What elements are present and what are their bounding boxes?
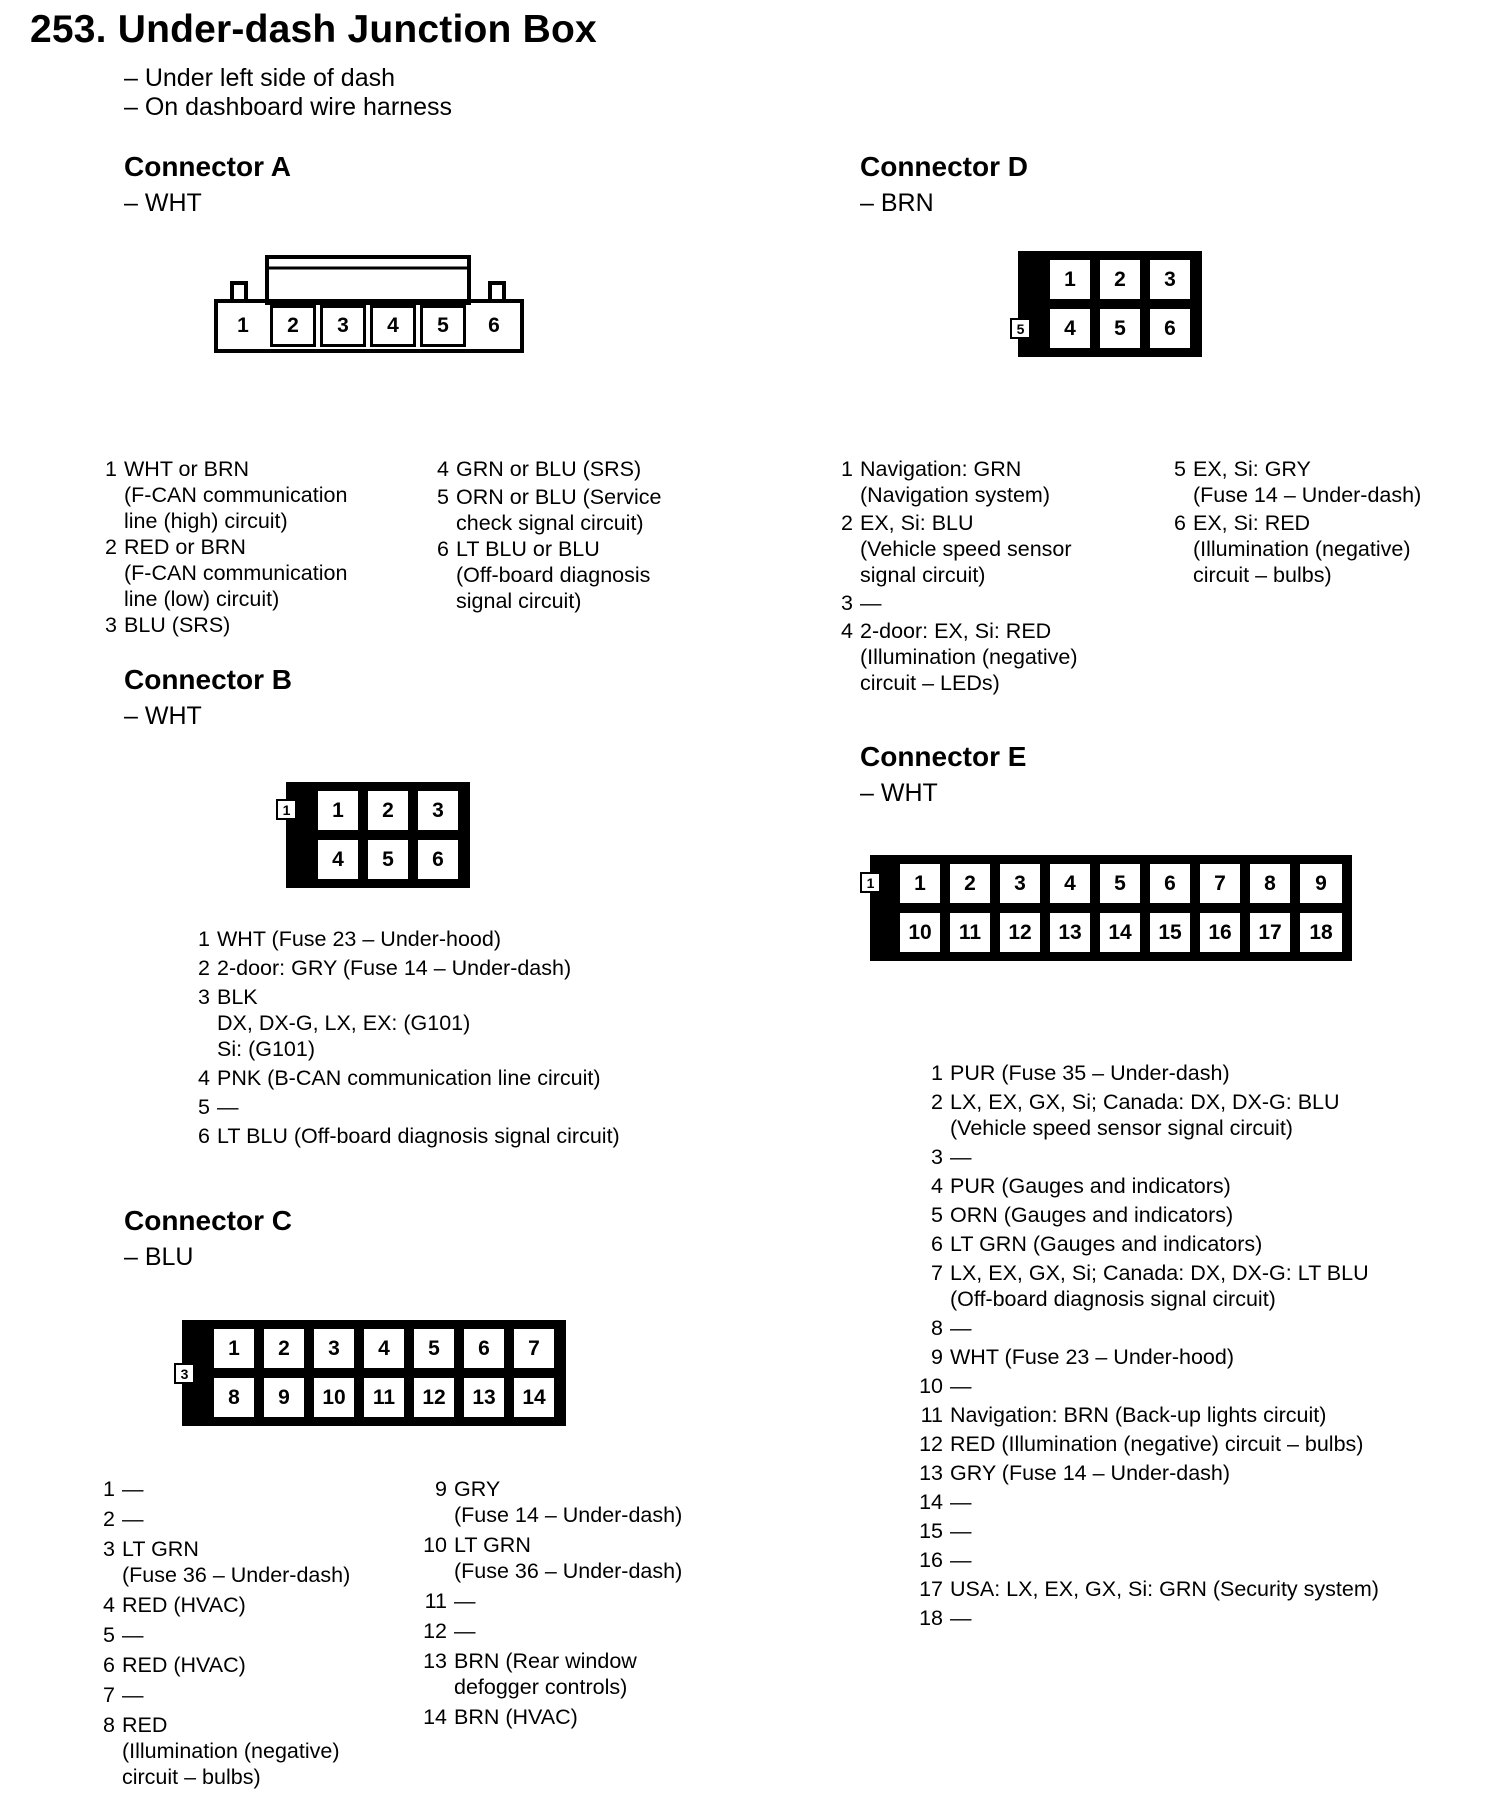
connector-d-pin-1: 1 <box>1047 257 1093 302</box>
connector-c-pin-4: 4 <box>361 1326 407 1371</box>
pin-entry: 8 — <box>931 1316 972 1340</box>
pin-entry: 12 — <box>423 1619 476 1643</box>
connector-c-key: 3 <box>174 1363 195 1384</box>
connector-c-pinlist-left <box>90 1476 390 1790</box>
pin-entry: 4 RED (HVAC) <box>103 1593 246 1617</box>
pin-entry: 2 2-door: GRY (Fuse 14 – Under-dash) <box>198 956 572 980</box>
pin-entry: 6 EX, Si: RED (Illumination (negative) circuit – bulbs) <box>1174 511 1411 587</box>
pin-entry: 3 — <box>931 1145 972 1169</box>
connector-b-pinlist <box>180 926 740 1149</box>
pin-entry: 5 ORN (Gauges and indicators) <box>931 1203 1234 1227</box>
connector-d-pin-5: 5 <box>1097 306 1143 351</box>
connector-e-pin-17: 17 <box>1247 910 1293 955</box>
connector-e-color: – WHT <box>860 779 938 807</box>
connector-c-pin-14: 14 <box>511 1375 557 1420</box>
pin-entry: 8 RED (Illumination (negative) circuit – bulbs) <box>103 1713 340 1789</box>
connector-c-pin-2: 2 <box>261 1326 307 1371</box>
connector-a-pinlist-left <box>90 456 380 638</box>
pin-entry: 4 2-door: EX, Si: RED (Illumination (negative) circuit – LEDs) <box>841 619 1078 695</box>
connector-e-pin-1: 1 <box>897 861 943 906</box>
connector-b-key: 1 <box>276 799 297 820</box>
connector-b-color: – WHT <box>124 702 202 730</box>
connector-a-pinlist-right <box>422 456 712 614</box>
pin-entry: 13 BRN (Rear window defogger controls) <box>423 1649 637 1699</box>
connector-b-diagram <box>276 782 470 888</box>
connector-c-pin-12: 12 <box>411 1375 457 1420</box>
connector-e-key: 1 <box>860 872 881 893</box>
pin-entry: 5 — <box>103 1623 144 1647</box>
pin-entry: 9 GRY (Fuse 14 – Under-dash) <box>435 1477 683 1527</box>
pin-entry: 16 — <box>919 1548 972 1572</box>
pin-entry: 5 — <box>198 1095 239 1119</box>
pin-entry: 5 EX, Si: GRY (Fuse 14 – Under-dash) <box>1174 457 1422 507</box>
pin-entry: 4 GRN or BLU (SRS) <box>437 457 642 481</box>
pin-entry: 3 BLU (SRS) <box>105 613 231 637</box>
connector-d-pin-4: 4 <box>1047 306 1093 351</box>
pin-entry: 6 LT GRN (Gauges and indicators) <box>931 1232 1263 1256</box>
connector-e-pinlist <box>900 1060 1420 1631</box>
connector-a-color: – WHT <box>124 189 202 217</box>
pin-entry: 1 WHT (Fuse 23 – Under-hood) <box>198 927 501 951</box>
pin-entry: 2 EX, Si: BLU (Vehicle speed sensor signal circuit) <box>841 511 1072 587</box>
connector-e-pin-7: 7 <box>1197 861 1243 906</box>
connector-c-diagram <box>174 1320 566 1426</box>
connector-b-pin-1: 1 <box>315 788 361 833</box>
connector-e-pin-13: 13 <box>1047 910 1093 955</box>
connector-b-pin-5: 5 <box>365 837 411 882</box>
connector-d-title: Connector D <box>860 151 1028 182</box>
connector-d-diagram <box>1010 251 1202 357</box>
connector-a-pin-1: 1 <box>220 305 266 347</box>
pin-entry: 1 — <box>103 1477 144 1501</box>
connector-c-pin-6: 6 <box>461 1326 507 1371</box>
connector-e-pin-11: 11 <box>947 910 993 955</box>
pin-entry: 17 USA: LX, EX, GX, Si: GRN (Security system) <box>919 1577 1379 1601</box>
pin-entry: 11 — <box>424 1589 476 1613</box>
connector-b-pin-2: 2 <box>365 788 411 833</box>
connector-c-color: – BLU <box>124 1243 194 1271</box>
connector-a-pin-6: 6 <box>470 305 518 347</box>
connector-b-title: Connector B <box>124 664 292 695</box>
pin-entry: 1 WHT or BRN (F-CAN communication line (high) circuit) <box>105 457 348 533</box>
connector-a-title: Connector A <box>124 151 291 182</box>
location-note-2: – On dashboard wire harness <box>124 93 452 121</box>
location-note-1: – Under left side of dash <box>124 64 395 92</box>
pin-entry: 1 PUR (Fuse 35 – Under-dash) <box>931 1061 1230 1085</box>
connector-e-pin-4: 4 <box>1047 861 1093 906</box>
pin-entry: 11 Navigation: BRN (Back-up lights circuit) <box>920 1403 1327 1427</box>
pin-entry: 6 LT BLU (Off-board diagnosis signal circuit) <box>198 1124 620 1148</box>
pin-entry: 2 LX, EX, GX, Si; Canada: DX, DX-G: BLU (Vehicle speed sensor signal circuit) <box>931 1090 1340 1140</box>
connector-c-pinlist-right <box>410 1476 730 1730</box>
connector-c-pin-3: 3 <box>311 1326 357 1371</box>
connector-c-title: Connector C <box>124 1205 292 1236</box>
connector-c-pin-10: 10 <box>311 1375 357 1420</box>
pin-entry: 5 ORN or BLU (Service check signal circuit) <box>437 485 662 535</box>
pin-entry: 6 RED (HVAC) <box>103 1653 246 1677</box>
pin-entry: 3 — <box>841 591 882 615</box>
connector-e-pin-14: 14 <box>1097 910 1143 955</box>
connector-c-pin-13: 13 <box>461 1375 507 1420</box>
connector-a-pin-4: 4 <box>370 305 416 347</box>
connector-d-pinlist-right <box>1155 456 1455 588</box>
pin-entry: 14 BRN (HVAC) <box>423 1705 578 1729</box>
pin-entry: 6 LT BLU or BLU (Off-board diagnosis signal circuit) <box>437 537 651 613</box>
connector-e-title: Connector E <box>860 741 1027 772</box>
connector-e-pin-16: 16 <box>1197 910 1243 955</box>
connector-a-pin-5: 5 <box>420 305 466 347</box>
connector-e-pin-3: 3 <box>997 861 1043 906</box>
connector-e-pin-2: 2 <box>947 861 993 906</box>
connector-c-pin-5: 5 <box>411 1326 457 1371</box>
connector-d-key: 5 <box>1010 318 1031 339</box>
connector-a-pin-2: 2 <box>270 305 316 347</box>
connector-d-pinlist-left <box>822 456 1122 696</box>
connector-e-pin-8: 8 <box>1247 861 1293 906</box>
connector-c-pin-8: 8 <box>211 1375 257 1420</box>
connector-e-pin-12: 12 <box>997 910 1043 955</box>
pin-entry: 7 — <box>103 1683 144 1707</box>
connector-d-color: – BRN <box>860 189 934 217</box>
connector-e-pin-9: 9 <box>1297 861 1345 906</box>
pin-entry: 15 — <box>919 1519 972 1543</box>
pin-entry: 18 — <box>919 1606 972 1630</box>
connector-a-pin-3: 3 <box>320 305 366 347</box>
connector-e-pin-15: 15 <box>1147 910 1193 955</box>
pin-entry: 2 RED or BRN (F-CAN communication line (low) circuit) <box>105 535 348 611</box>
pin-entry: 13 GRY (Fuse 14 – Under-dash) <box>919 1461 1231 1485</box>
pin-entry: 7 LX, EX, GX, Si; Canada: DX, DX-G: LT BLU (Off-board diagnosis signal circuit) <box>931 1261 1369 1311</box>
connector-c-pin-1: 1 <box>211 1326 257 1371</box>
connector-a-diagram <box>214 253 526 353</box>
pin-entry: 9 WHT (Fuse 23 – Under-hood) <box>931 1345 1234 1369</box>
connector-d-pin-3: 3 <box>1147 257 1193 302</box>
pin-entry: 12 RED (Illumination (negative) circuit – bulbs) <box>919 1432 1364 1456</box>
connector-b-pin-4: 4 <box>315 837 361 882</box>
connector-d-pin-2: 2 <box>1097 257 1143 302</box>
pin-entry: 3 BLK DX, DX-G, LX, EX: (G101) Si: (G101) <box>198 985 471 1061</box>
connector-c-pin-9: 9 <box>261 1375 307 1420</box>
connector-c-pin-11: 11 <box>361 1375 407 1420</box>
connector-c-pin-7: 7 <box>511 1326 557 1371</box>
pin-entry: 10 LT GRN (Fuse 36 – Under-dash) <box>423 1533 683 1583</box>
connector-e-pin-5: 5 <box>1097 861 1143 906</box>
connector-b-pin-6: 6 <box>415 837 461 882</box>
pin-entry: 4 PNK (B-CAN communication line circuit) <box>198 1066 601 1090</box>
pin-entry: 1 Navigation: GRN (Navigation system) <box>841 457 1050 507</box>
pin-entry: 2 — <box>103 1507 144 1531</box>
pin-entry: 14 — <box>919 1490 972 1514</box>
connector-e-diagram <box>860 855 1352 961</box>
page-title: 253. Under-dash Junction Box <box>30 8 597 51</box>
connector-e-pin-10: 10 <box>897 910 943 955</box>
connector-d-pin-6: 6 <box>1147 306 1193 351</box>
pin-entry: 3 LT GRN (Fuse 36 – Under-dash) <box>103 1537 351 1587</box>
connector-e-pin-6: 6 <box>1147 861 1193 906</box>
connector-e-pin-18: 18 <box>1297 910 1345 955</box>
pin-entry: 4 PUR (Gauges and indicators) <box>931 1174 1231 1198</box>
pin-entry: 10 — <box>919 1374 972 1398</box>
connector-b-pin-3: 3 <box>415 788 461 833</box>
